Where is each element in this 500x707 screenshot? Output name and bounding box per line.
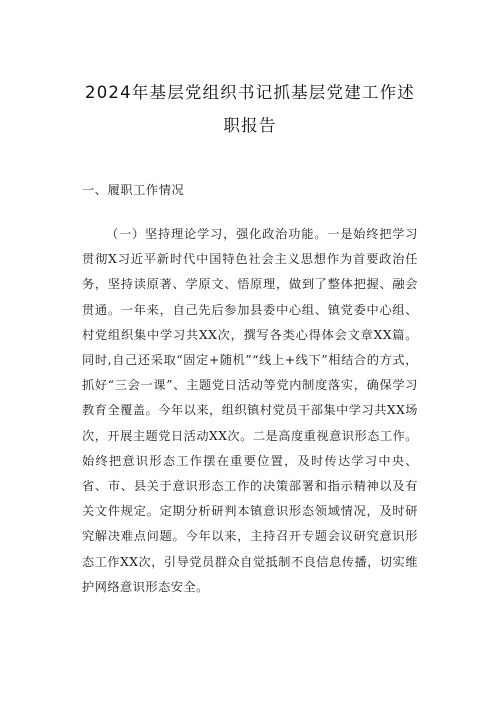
document-title	[60, 76, 440, 142]
title-line-2: 职报告	[223, 116, 277, 135]
body-paragraph: （一）坚持理论学习，强化政治功能。一是始终把学习贯彻X习近平新时代中国特色社会主义思想作为首要政治任务，坚持读原著、学原文、悟原理，做到了整体把握、融会贯通。一年来，自己先后参加县委中心组、镇党委中心组、村党组织集中学习共XX次，撰写各类心得体会文章XX篇。同时,自己还采取“固定+随机”“线上+线下”相结合的方式，抓好“三会一课”、主题党日活动等党内制度落实，确保学习教育全覆盖。今年以来，组织镇村党员干部集中学习共XX场次，开展主题党日活动XX次。二是高度重视意识形态工作。始终把意识形态工作摆在重要位置，及时传达学习中央、省、市、县关于意识形态工作的决策部署和指示精神以及有关文件规定。定期分析研判本镇意识形态领域情况，及时研究解决难点问题。今年以来，主持召开专题会议研究意识形态工作XX次，引导党员群众自觉抵制不良信息传播，切实维护网络意识形态安全。	[82, 227, 418, 594]
title-line-1: 2024年基层党组织书记抓基层党建工作述	[85, 83, 415, 102]
section-heading: 一、履职工作情况	[82, 183, 185, 197]
